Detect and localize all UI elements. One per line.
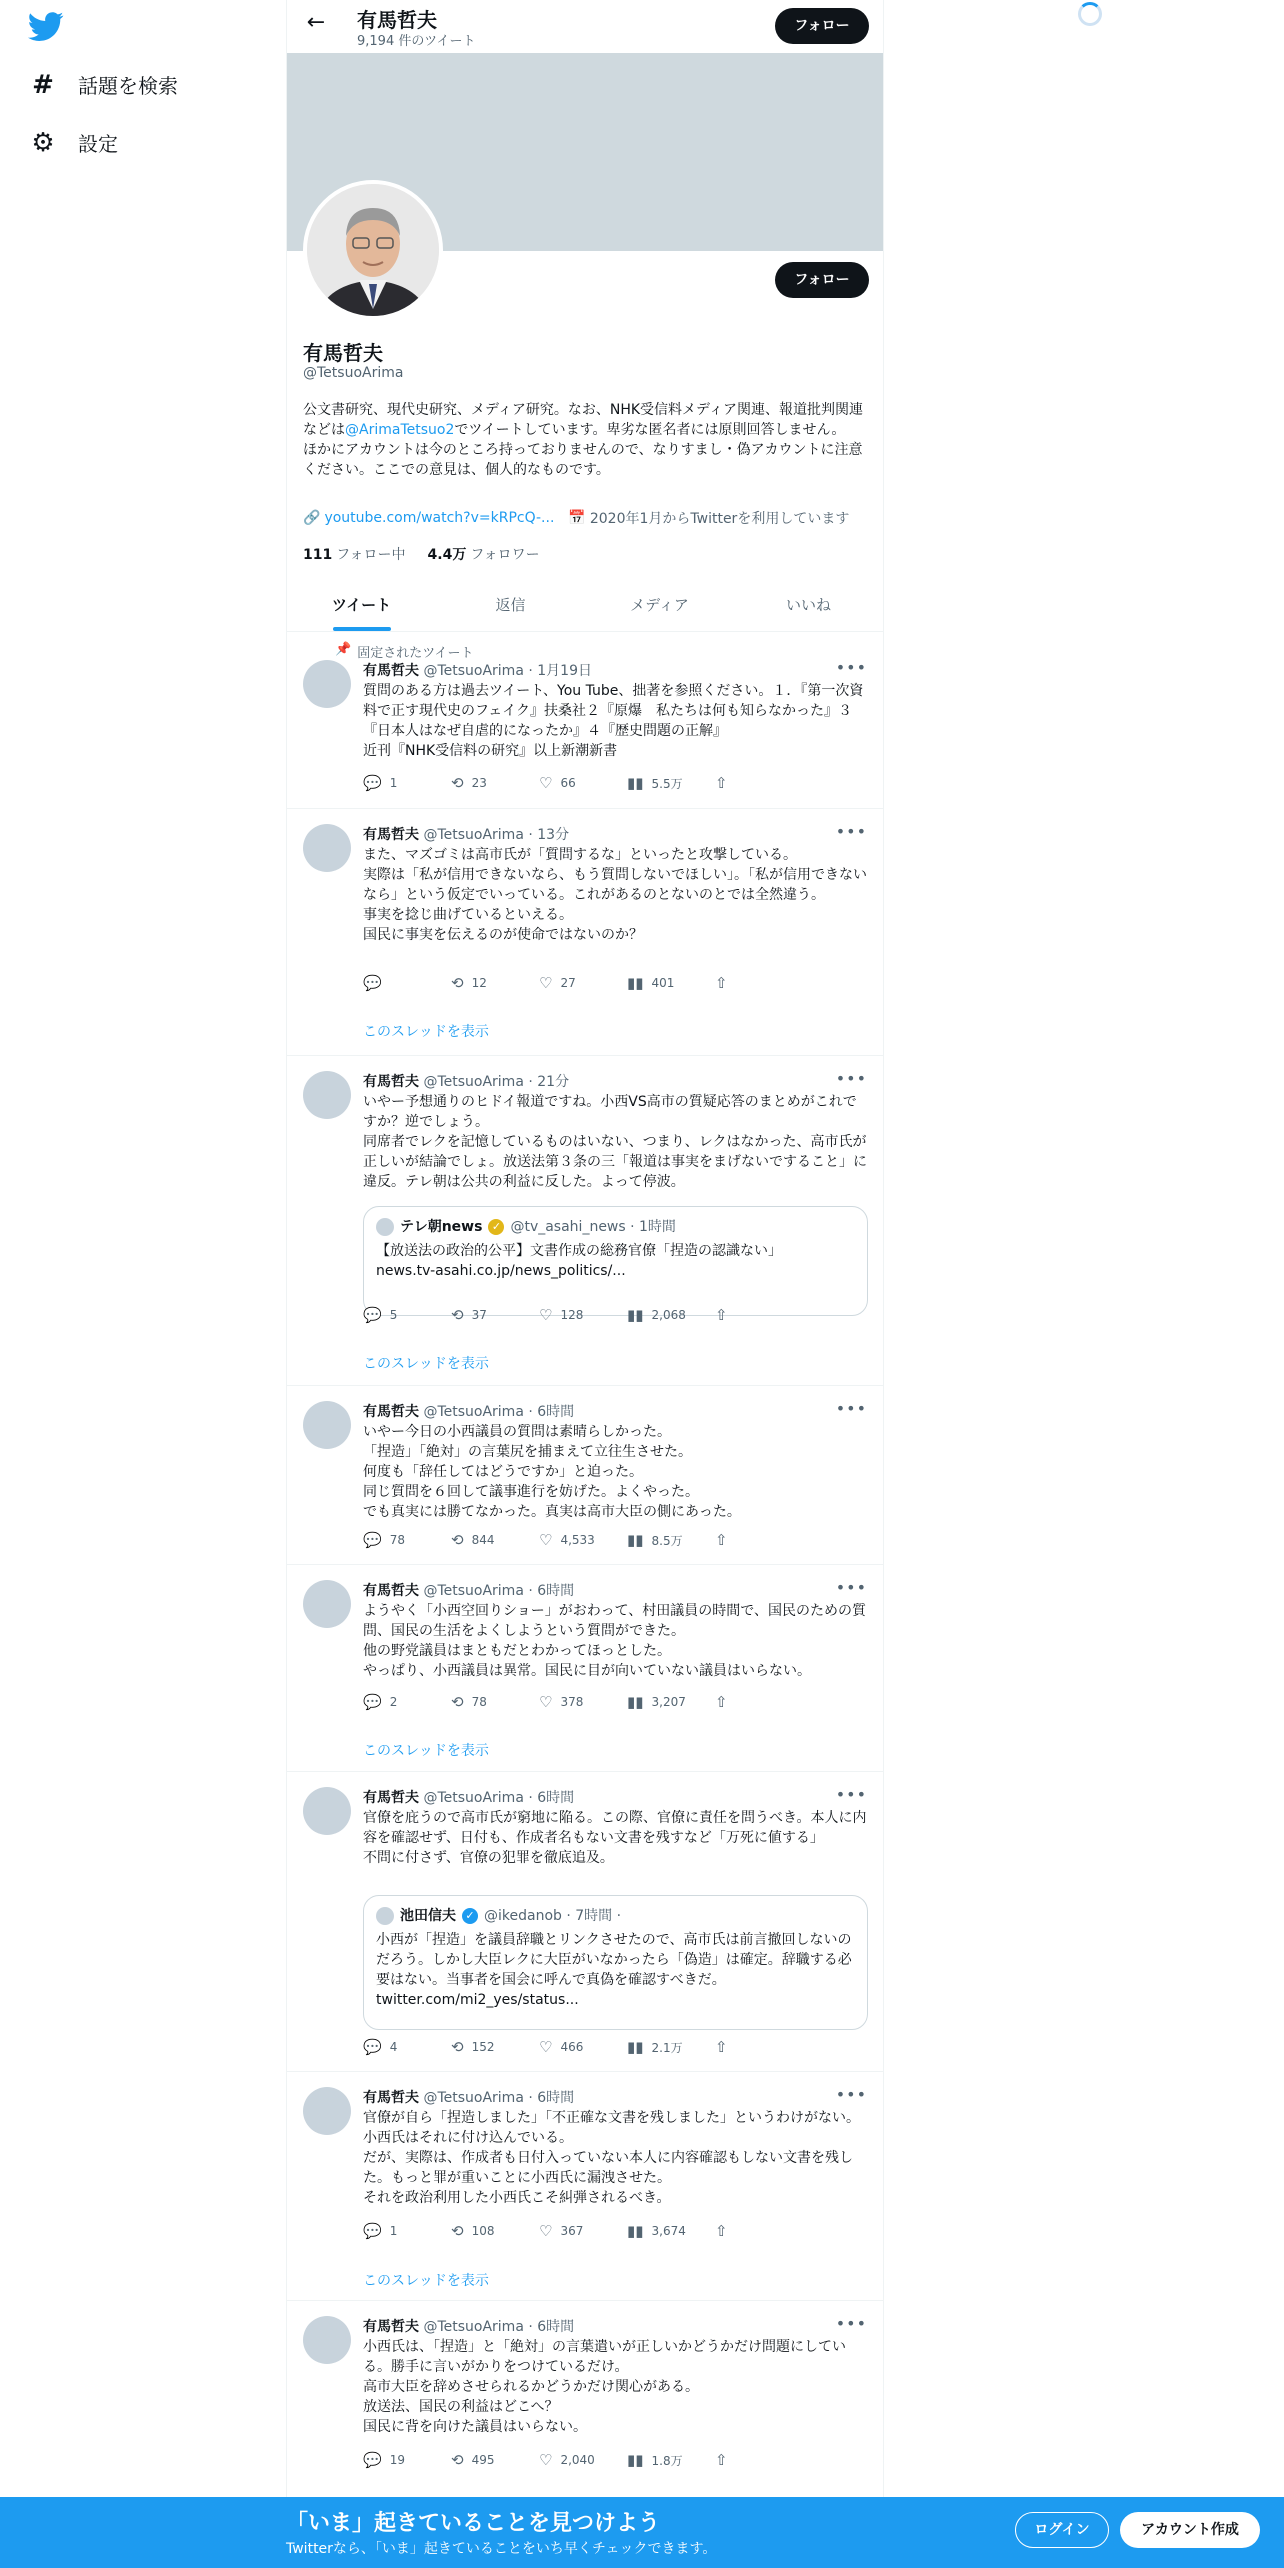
profile-url-text[interactable]: youtube.com/watch?v=kRPcQ-... — [324, 510, 555, 526]
like-icon: ♡ — [539, 974, 553, 992]
share-icon: ⇧ — [715, 974, 728, 992]
like-count: 27 — [560, 976, 576, 990]
reply-icon: 💬 — [363, 1693, 382, 1711]
tweet-header — [363, 2316, 574, 2336]
reply-count: 19 — [389, 2453, 405, 2467]
back-arrow-icon[interactable]: ← — [306, 10, 326, 35]
tweet-text: いやー予想通りのヒドイ報道ですね。小西VS高市の質疑応答のまとめがこれですか？逆でしょう。 同席者でレクを記憶しているものはいない、つまり、レクはなかった、高市氏が正しいが結論でしょ。放送法第３条の三「報道は事実をまげないですること」に違反。テレ朝は公共の利益に反した。よって停波。 — [363, 1094, 867, 1190]
views-button[interactable] — [627, 2451, 715, 2469]
retweet-icon: ⟲ — [451, 2222, 464, 2240]
tweet-handle-time: @TetsuoArima · 13分 — [423, 827, 570, 843]
share-button[interactable] — [715, 774, 803, 792]
profile-tabs — [287, 580, 883, 632]
signup-button[interactable]: アカウント作成 — [1120, 2512, 1260, 2548]
tweet-author-name[interactable]: 有馬哲夫 — [363, 2319, 419, 2335]
share-icon: ⇧ — [715, 774, 728, 792]
tweet-item[interactable] — [287, 2072, 883, 2301]
bio-mention-link[interactable]: @ArimaTetsuo2 — [345, 422, 455, 438]
quoted-text: 【放送法の政治的公平】文書作成の総務官僚「捏造の認識ない」 news.tv-asahi.co.jp/news_politics/... — [376, 1243, 782, 1279]
followers-link[interactable] — [428, 544, 540, 564]
reply-icon: 💬 — [363, 1531, 382, 1549]
like-button[interactable] — [539, 1531, 627, 1549]
views-button[interactable] — [627, 1531, 715, 1549]
loading-spinner-icon — [1078, 2, 1102, 26]
tweet-text: 官僚が自ら「捏造しました」「不正確な文書を残しました」というわけがない。小西氏はそれに付け込んでいる。 だが、実際は、作成者も日付入っていない本人に内容確認もしない文書を残した。もっと罪が重いことに小西氏に漏洩させた。 それを政治利用した小西氏こそ糾弾されるべき。 — [363, 2110, 860, 2206]
views-count: 8.5万 — [651, 1533, 683, 1548]
retweet-count: 108 — [471, 2224, 495, 2238]
views-icon: ▮▮ — [627, 2451, 644, 2469]
reply-button[interactable] — [363, 774, 451, 792]
tweet-text: また、マズゴミは高市氏が「質問するな」といったと攻撃している。 実際は「私が信用できないなら、もう質問しないでほしい」。「私が信用できないなら」という仮定でいっている。これがあるのとないのとでは全然違う。 事実を捻じ曲げているといえる。 国民に事実を伝えるのが使命ではないのか？ — [363, 847, 867, 943]
tweet-author-name[interactable]: 有馬哲夫 — [363, 827, 419, 843]
avatar[interactable] — [303, 1401, 351, 1449]
like-icon: ♡ — [539, 1693, 553, 1711]
like-button[interactable] — [539, 974, 627, 992]
reply-icon: 💬 — [363, 1306, 382, 1324]
avatar[interactable] — [303, 1787, 351, 1835]
share-icon: ⇧ — [715, 2451, 728, 2469]
tweet-handle-time: @TetsuoArima · 6時間 — [423, 1583, 575, 1599]
retweet-icon: ⟲ — [451, 1306, 464, 1324]
tweet-author-name[interactable]: 有馬哲夫 — [363, 1790, 419, 1806]
pinned-label — [335, 642, 474, 661]
retweet-icon: ⟲ — [451, 1693, 464, 1711]
retweet-count: 844 — [471, 1533, 495, 1547]
tweet-author-name[interactable]: 有馬哲夫 — [363, 2090, 419, 2106]
nav-explore[interactable] — [30, 70, 178, 99]
pin-icon: 📌 — [335, 642, 352, 657]
tweet-actions — [363, 974, 803, 992]
like-button[interactable] — [539, 2222, 627, 2240]
avatar-photo-icon — [307, 184, 439, 316]
tab-likes[interactable]: いいね — [785, 596, 831, 614]
retweet-button[interactable] — [451, 2451, 539, 2469]
tweet-handle-time: @TetsuoArima · 6時間 — [423, 1790, 575, 1806]
avatar[interactable] — [303, 1071, 351, 1119]
gear-icon: ⚙ — [31, 127, 55, 158]
reply-button[interactable] — [363, 2451, 451, 2469]
tweet-item[interactable] — [287, 809, 883, 1056]
tweet-header — [363, 1401, 574, 1421]
calendar-icon: 📅 — [568, 510, 586, 526]
retweet-icon: ⟲ — [451, 2451, 464, 2469]
prompt-subtitle: Twitterなら、「いま」起きていることをいち早くチェックできます。 — [286, 2541, 717, 2557]
quoted-avatar — [376, 1907, 394, 1925]
tweet-header — [363, 1787, 574, 1807]
views-count: 2,068 — [651, 1308, 686, 1322]
avatar[interactable] — [303, 2316, 351, 2364]
retweet-button[interactable] — [451, 1306, 539, 1324]
retweet-icon: ⟲ — [451, 1531, 464, 1549]
like-button[interactable] — [539, 774, 627, 792]
topbar-follow-button[interactable]: フォロー — [775, 8, 869, 44]
followers-label: フォロワー — [470, 547, 540, 563]
like-button[interactable] — [539, 1306, 627, 1324]
tweet-handle-time: @TetsuoArima · 6時間 — [423, 2090, 575, 2106]
more-options-icon[interactable]: ••• — [835, 2085, 867, 2104]
retweet-button[interactable] — [451, 974, 539, 992]
prompt-title: 「いま」起きていることを見つけよう — [286, 2511, 661, 2536]
retweet-button[interactable] — [451, 774, 539, 792]
show-thread-link[interactable]: このスレッドを表示 — [363, 1356, 489, 1372]
tweet-item[interactable] — [287, 1056, 883, 1386]
bio-line-2: ほかにアカウントは今のところ持っておりませんので、なりすまし・偽アカウントに注意ください。ここでの意見は、個人的なものです。 — [303, 442, 863, 478]
views-count: 2.1万 — [651, 2040, 683, 2055]
avatar[interactable] — [303, 660, 351, 708]
tweet-header — [363, 660, 592, 680]
like-count: 2,040 — [560, 2453, 595, 2467]
profile-joined-text: 2020年1月からTwitterを利用しています — [589, 511, 850, 527]
bio-text: 公文書研究、現代史研究、メディア研究。なお、NHK受信料メディア関連、報道批判関連などは — [303, 402, 863, 438]
share-icon: ⇧ — [715, 1306, 728, 1324]
share-button[interactable] — [715, 974, 803, 992]
tweet-actions — [363, 1693, 803, 1711]
profile-column — [286, 0, 884, 2500]
tweet-header — [363, 824, 569, 844]
tweet-item[interactable] — [287, 1772, 883, 2072]
tweet-item[interactable] — [287, 1565, 883, 1772]
views-count: 1.8万 — [651, 2453, 683, 2468]
tweet-text: ようやく「小西空回りショー」がおわって、村田議員の時間で、国民のための質問、国民の生活をよくしようという質問ができた。 他の野党議員はまともだとわかってほっとした。 やっぱり、小西議員は異常。国民に目が向いていない議員はいらない。 — [363, 1603, 867, 1679]
retweet-button[interactable] — [451, 1531, 539, 1549]
share-button[interactable] — [715, 2451, 803, 2469]
link-icon: 🔗 — [303, 510, 321, 526]
like-icon: ♡ — [539, 2038, 553, 2056]
topbar-name: 有馬哲夫 — [357, 8, 437, 32]
retweet-count: 37 — [471, 1308, 487, 1322]
retweet-count: 152 — [471, 2040, 495, 2054]
tweet-item[interactable] — [287, 1386, 883, 1565]
retweet-icon: ⟲ — [451, 2038, 464, 2056]
retweet-icon: ⟲ — [451, 774, 464, 792]
more-options-icon[interactable]: ••• — [835, 1069, 867, 1088]
views-count: 5.5万 — [651, 776, 683, 791]
reply-button[interactable] — [363, 2222, 451, 2240]
like-count: 466 — [560, 2040, 584, 2054]
reply-button[interactable] — [363, 1306, 451, 1324]
avatar[interactable] — [303, 1580, 351, 1628]
tweet-header — [363, 1071, 569, 1091]
quoted-author-name: テレ朝news — [400, 1219, 483, 1235]
reply-icon: 💬 — [363, 974, 382, 992]
tweet-text: 官僚を庇うので高市氏が窮地に陥る。この際、官僚に責任を問うべき。本人に内容を確認せず、日付も、作成者名もない文書を残すなど「万死に値する」 不問に付さず、官僚の犯罪を徹底追及。 — [363, 1810, 867, 1866]
tweet-header — [363, 2087, 574, 2107]
show-thread-link[interactable]: このスレッドを表示 — [363, 1743, 489, 1759]
like-icon: ♡ — [539, 1531, 553, 1549]
show-thread-link[interactable]: このスレッドを表示 — [363, 1024, 489, 1040]
reply-count: 2 — [389, 1695, 398, 1709]
tweet-author-name[interactable]: 有馬哲夫 — [363, 663, 419, 679]
views-button[interactable] — [627, 2038, 715, 2056]
like-count: 66 — [560, 776, 576, 790]
quoted-tweet[interactable] — [363, 1895, 868, 2030]
views-icon: ▮▮ — [627, 1531, 644, 1549]
nav-explore-label: 話題を検索 — [78, 74, 178, 98]
reply-count: 5 — [389, 1308, 398, 1322]
tweet-text: 小西氏は、「捏造」と「絶対」の言葉遣いが正しいかどうかだけ問題にしている。勝手に言いがかりをつけているだけ。 高市大臣を辞めさせられるかどうかだけ関心がある。 放送法、国民の利益はどこへ？ 国民に背を向けた議員はいらない。 — [363, 2339, 846, 2435]
views-button[interactable] — [627, 1693, 715, 1711]
tweet-item[interactable] — [287, 2301, 883, 2501]
retweet-count: 78 — [471, 1695, 487, 1709]
reply-button[interactable] — [363, 1531, 451, 1549]
reply-button[interactable] — [363, 974, 451, 992]
tweet-handle-time: @TetsuoArima · 6時間 — [423, 1404, 575, 1420]
tweet-author-name[interactable]: 有馬哲夫 — [363, 1074, 419, 1090]
views-button[interactable] — [627, 974, 715, 992]
avatar[interactable] — [303, 824, 351, 872]
tab-media[interactable]: メディア — [630, 596, 689, 614]
tweet-actions — [363, 2222, 803, 2240]
reply-count: 1 — [389, 2224, 398, 2238]
nav-settings-label: 設定 — [78, 132, 118, 156]
tweet-actions — [363, 774, 803, 792]
quoted-handle-time: @tv_asahi_news · 1時間 — [510, 1219, 676, 1235]
quoted-tweet-header — [376, 1906, 855, 1926]
tab-replies[interactable]: 返信 — [495, 596, 526, 614]
followers-count: 4.4万 — [427, 547, 467, 563]
views-count: 3,207 — [651, 1695, 686, 1709]
views-icon: ▮▮ — [627, 2038, 644, 2056]
tweet-actions — [363, 2451, 803, 2469]
more-options-icon[interactable]: ••• — [835, 1578, 867, 1597]
tweet-handle-time: @TetsuoArima · 21分 — [423, 1074, 570, 1090]
tweet-author-name[interactable]: 有馬哲夫 — [363, 1583, 419, 1599]
views-count: 401 — [651, 976, 675, 990]
reply-count: 4 — [389, 2040, 398, 2054]
reply-icon: 💬 — [363, 2451, 382, 2469]
bio-text-2: でツイートしています。卑劣な匿名者には原則回答しません。 — [454, 422, 846, 438]
tweet-actions — [363, 1531, 803, 1549]
following-label: フォロー中 — [336, 547, 406, 563]
nav-settings[interactable] — [30, 128, 118, 157]
more-options-icon[interactable]: ••• — [835, 1399, 867, 1418]
profile-handle: @TetsuoArima — [303, 365, 404, 381]
share-button[interactable] — [715, 2038, 803, 2056]
top-bar — [287, 0, 883, 53]
retweet-count: 495 — [471, 2453, 495, 2467]
more-options-icon[interactable]: ••• — [835, 658, 867, 677]
tweet-text: 質問のある方は過去ツイート、You Tube、拙著を参照ください。１．『第一次資料で正す現代史のフェイク』扶桑社２『原爆 私たちは何も知らなかった』３『日本人はなぜ自虐的になったか』４『歴史問題の正解』 近刊『NHK受信料の研究』以上新潮新書 — [363, 683, 864, 759]
like-icon: ♡ — [539, 774, 553, 792]
retweet-count: 23 — [471, 776, 487, 790]
views-icon: ▮▮ — [627, 1693, 644, 1711]
views-icon: ▮▮ — [627, 974, 644, 992]
share-button[interactable] — [715, 1531, 803, 1549]
more-options-icon[interactable]: ••• — [835, 2314, 867, 2333]
share-button[interactable] — [715, 1693, 803, 1711]
views-button[interactable] — [627, 1306, 715, 1324]
profile-joined — [568, 508, 849, 528]
tweet-item[interactable] — [287, 634, 883, 809]
profile-avatar[interactable] — [303, 180, 443, 320]
reply-count: 78 — [389, 1533, 405, 1547]
retweet-button[interactable] — [451, 2038, 539, 2056]
quoted-avatar — [376, 1218, 394, 1236]
like-button[interactable] — [539, 2451, 627, 2469]
profile-name: 有馬哲夫 — [303, 341, 383, 365]
following-count: 111 — [303, 547, 333, 563]
reply-count: 1 — [389, 776, 398, 790]
views-button[interactable] — [627, 774, 715, 792]
share-icon: ⇧ — [715, 1531, 728, 1549]
profile-follow-button[interactable]: フォロー — [775, 262, 869, 298]
views-count: 3,674 — [651, 2224, 686, 2238]
like-count: 128 — [560, 1308, 584, 1322]
profile-bio — [303, 400, 869, 480]
like-count: 367 — [560, 2224, 584, 2238]
share-icon: ⇧ — [715, 2222, 728, 2240]
more-options-icon[interactable]: ••• — [835, 1785, 867, 1804]
reply-icon: 💬 — [363, 774, 382, 792]
retweet-button[interactable] — [451, 1693, 539, 1711]
twitter-logo-icon[interactable] — [28, 12, 64, 42]
like-button[interactable] — [539, 1693, 627, 1711]
retweet-count: 12 — [471, 976, 487, 990]
share-button[interactable] — [715, 2222, 803, 2240]
more-options-icon[interactable]: ••• — [835, 822, 867, 841]
tweet-text: いやー今日の小西議員の質問は素晴らしかった。 「捏造」「絶対」の言葉尻を捕まえて立往生させた。 何度も「辞任してはどうですか」と迫った。 同じ質問を６回して議事進行を妨げた。よくやった。 でも真実には勝てなかった。真実は高市大臣の側にあった。 — [363, 1424, 741, 1520]
verified-badge-icon: ✓ — [462, 1908, 478, 1924]
like-count: 378 — [560, 1695, 584, 1709]
quoted-handle-time: @ikedanob · 7時間 · — [484, 1908, 622, 1924]
verified-badge-icon: ✓ — [488, 1219, 504, 1235]
tweet-actions — [363, 2038, 803, 2056]
follow-counts — [303, 544, 540, 564]
show-thread-link[interactable]: このスレッドを表示 — [363, 2273, 489, 2289]
tweet-author-name[interactable]: 有馬哲夫 — [363, 1404, 419, 1420]
like-icon: ♡ — [539, 2222, 553, 2240]
signup-prompt-bar — [0, 2497, 1284, 2568]
tweet-handle-time: @TetsuoArima · 1月19日 — [423, 663, 592, 679]
reply-button[interactable] — [363, 1693, 451, 1711]
login-button[interactable]: ログイン — [1015, 2512, 1109, 2548]
views-button[interactable] — [627, 2222, 715, 2240]
quoted-author-name: 池田信夫 — [400, 1908, 456, 1924]
reply-button[interactable] — [363, 2038, 451, 2056]
tab-tweets[interactable]: ツイート — [287, 580, 436, 631]
reply-icon: 💬 — [363, 2222, 382, 2240]
like-count: 4,533 — [560, 1533, 595, 1547]
quoted-text: 小西が「捏造」を議員辞職とリンクさせたので、高市氏は前言撤回しないのだろう。しかし大臣レクに大臣がいなかったら「偽造」は確定。辞職する必要はない。当事者を国会に呼んで真偽を確認すべきだ。 twitter.com/mi2_yes/status... — [376, 1932, 852, 2008]
share-button[interactable] — [715, 1306, 803, 1324]
views-icon: ▮▮ — [627, 774, 644, 792]
profile-url[interactable] — [303, 510, 554, 526]
hashtag-icon: # — [32, 69, 54, 100]
profile-meta — [303, 508, 849, 528]
following-link[interactable] — [303, 544, 406, 564]
avatar[interactable] — [303, 2087, 351, 2135]
reply-icon: 💬 — [363, 2038, 382, 2056]
like-icon: ♡ — [539, 2451, 553, 2469]
like-icon: ♡ — [539, 1306, 553, 1324]
share-icon: ⇧ — [715, 2038, 728, 2056]
share-icon: ⇧ — [715, 1693, 728, 1711]
pinned-text: 固定されたツイート — [357, 646, 474, 661]
quoted-tweet[interactable] — [363, 1206, 868, 1316]
retweet-icon: ⟲ — [451, 974, 464, 992]
views-icon: ▮▮ — [627, 2222, 644, 2240]
like-button[interactable] — [539, 2038, 627, 2056]
retweet-button[interactable] — [451, 2222, 539, 2240]
tweet-handle-time: @TetsuoArima · 6時間 — [423, 2319, 575, 2335]
topbar-tweet-count: 9,194 件のツイート — [357, 34, 476, 49]
tweet-header — [363, 1580, 574, 1600]
views-icon: ▮▮ — [627, 1306, 644, 1324]
tweet-actions — [363, 1306, 803, 1324]
quoted-tweet-header — [376, 1217, 855, 1237]
